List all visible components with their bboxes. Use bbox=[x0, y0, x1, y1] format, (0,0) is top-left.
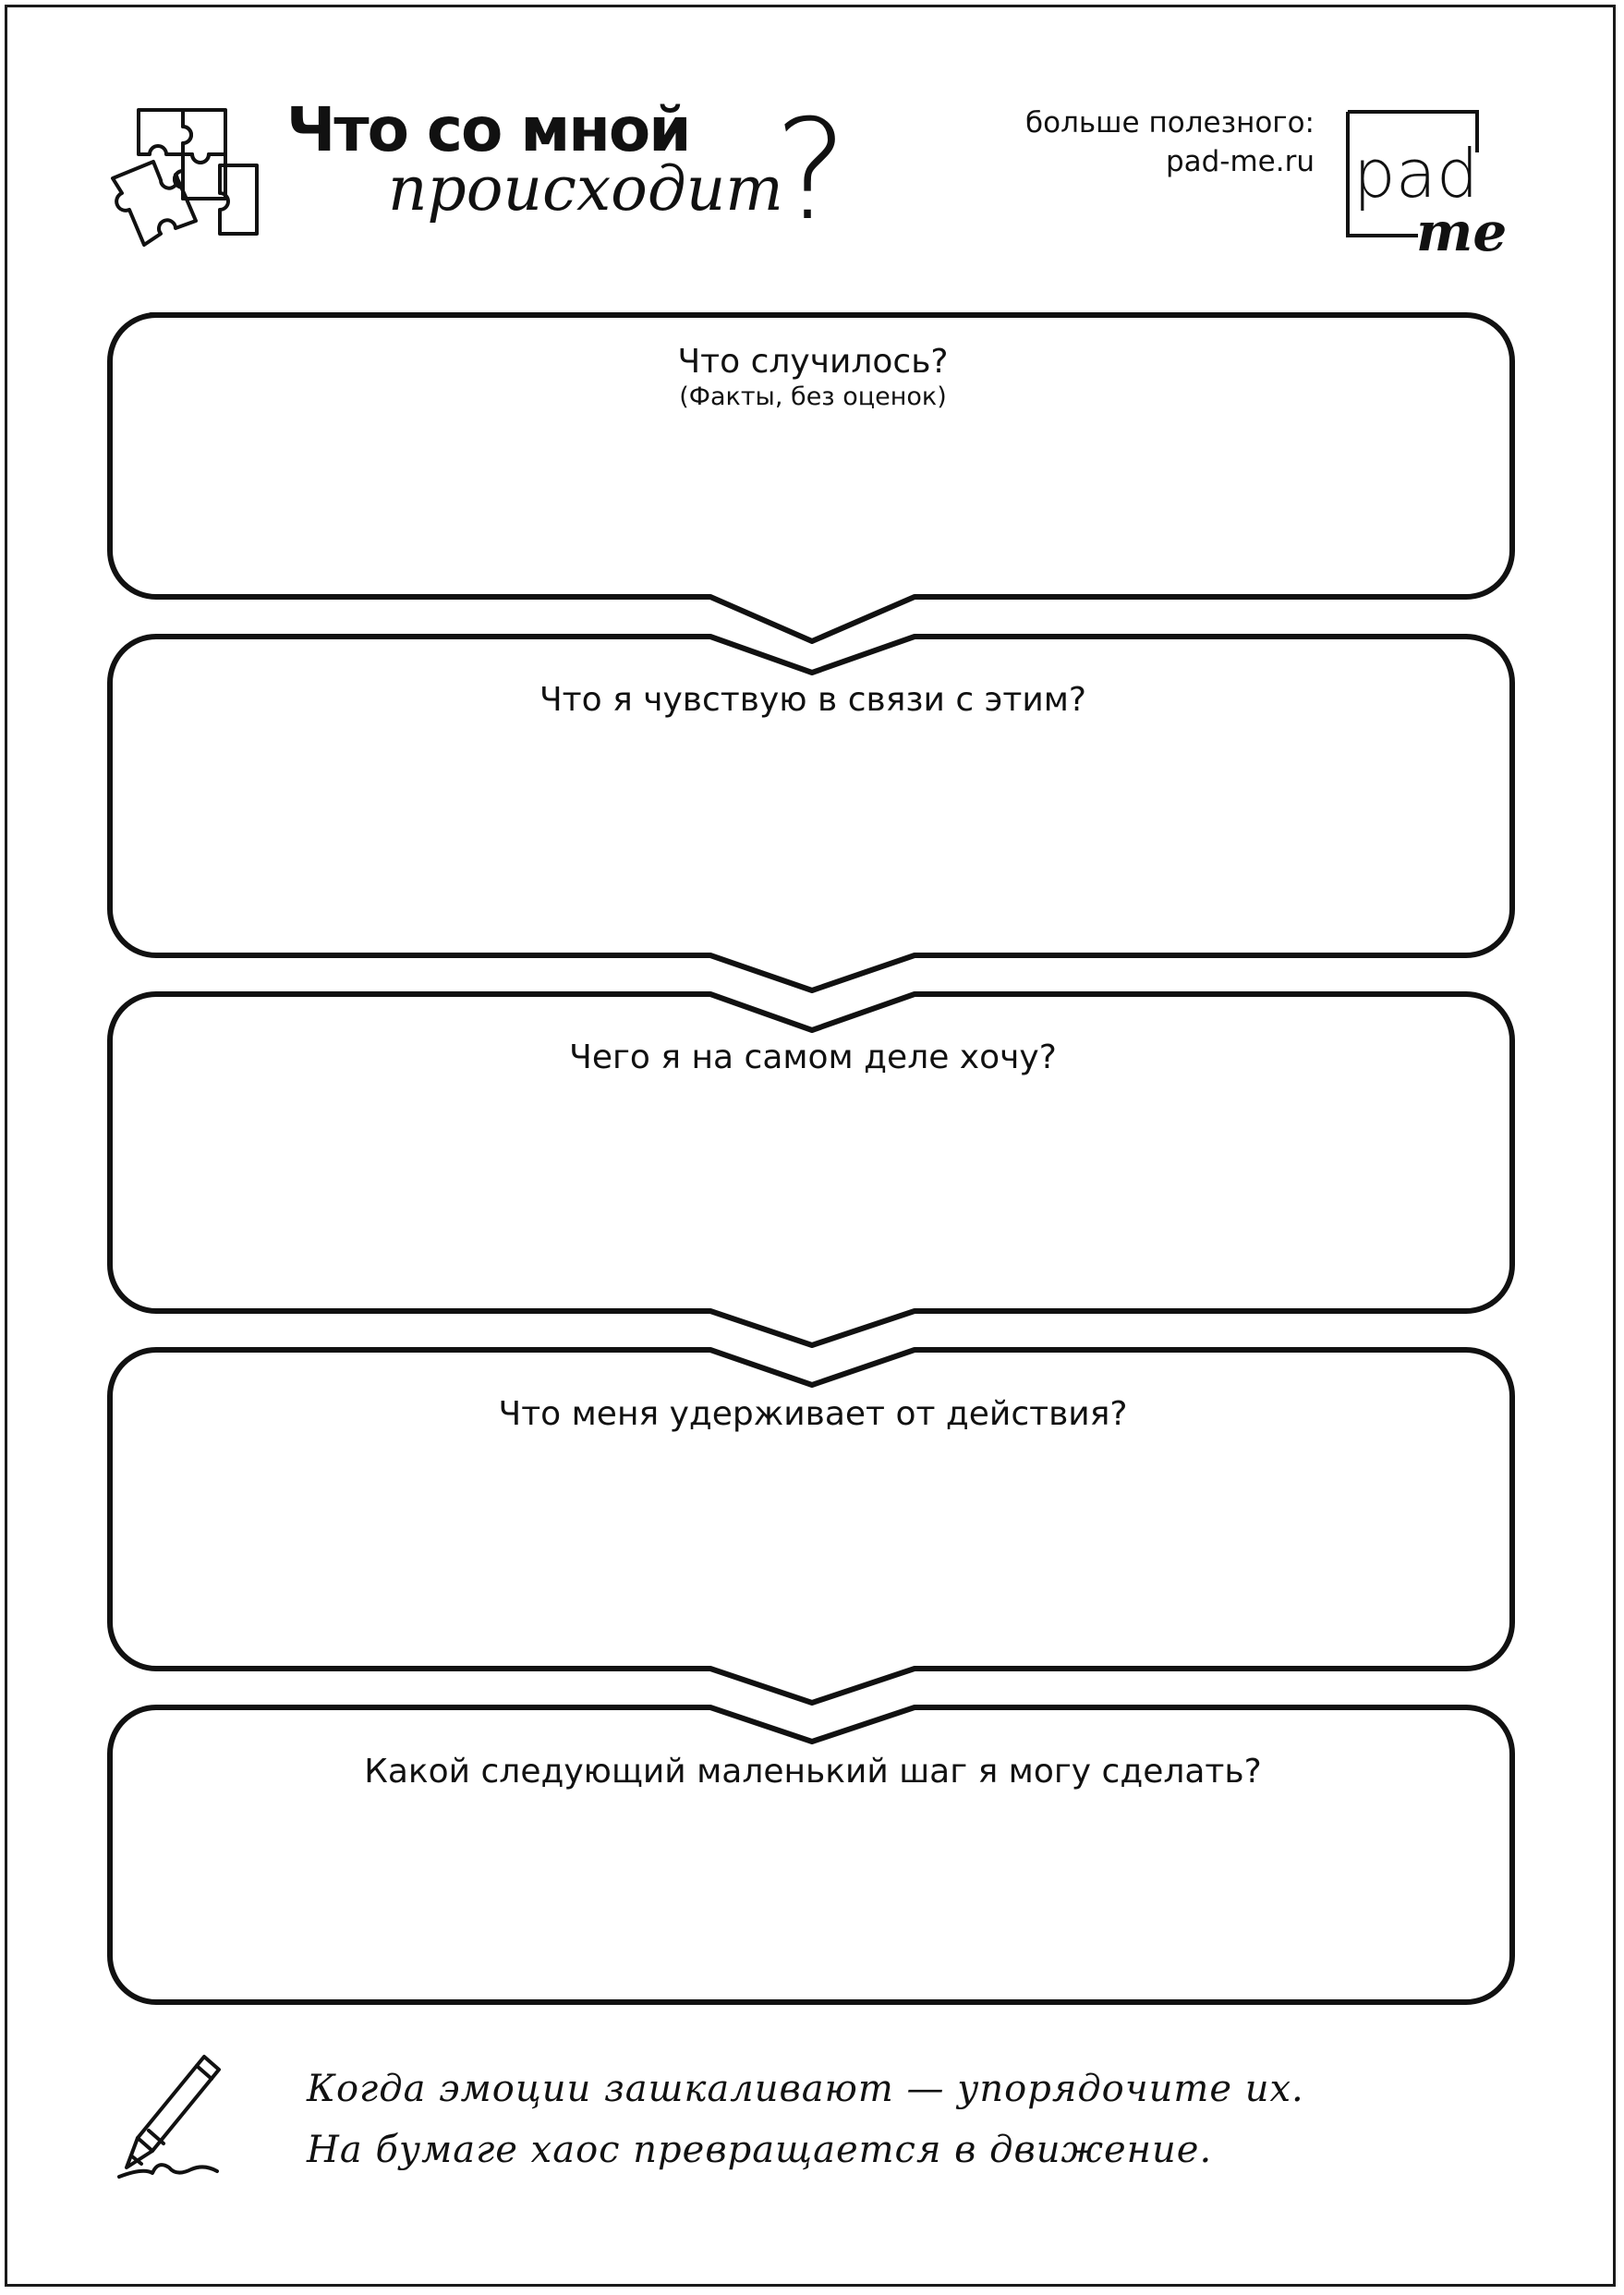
promo-text: больше полезного: bbox=[1025, 106, 1315, 140]
step-question: Что меня удерживает от действия? bbox=[498, 1395, 1128, 1433]
footer-quote bbox=[307, 2058, 1304, 2180]
step-card-1[interactable] bbox=[111, 342, 1515, 412]
step-question: Что я чувствую в связи с этим? bbox=[539, 681, 1086, 719]
logo-me-text: me bbox=[1416, 200, 1508, 259]
quote-line-1: Когда эмоции зашкаливают — упорядочите их. bbox=[307, 2068, 1304, 2110]
step-card-4[interactable] bbox=[111, 1394, 1515, 1435]
logo-pad-text: pad bbox=[1353, 135, 1479, 212]
title-question-mark: ? bbox=[774, 91, 848, 251]
quote-line-2: На бумаге хаос превращается в движение. bbox=[307, 2129, 1213, 2171]
step-hint: (Факты, без оценок) bbox=[679, 382, 947, 411]
step-question: Чего я на самом деле хочу? bbox=[569, 1038, 1057, 1076]
step-question: Какой следующий маленький шаг я могу сделать? bbox=[364, 1753, 1262, 1791]
step-card-5[interactable] bbox=[111, 1752, 1515, 1792]
title-line1: Что со мной bbox=[286, 94, 690, 165]
step-question: Что случилось? bbox=[677, 343, 949, 381]
step-card-2[interactable] bbox=[111, 680, 1515, 721]
promo-url[interactable]: pad-me.ru bbox=[1165, 145, 1315, 178]
step-card-3[interactable] bbox=[111, 1038, 1515, 1078]
title-line2: происходит bbox=[388, 153, 783, 225]
pen-icon bbox=[115, 2049, 226, 2188]
